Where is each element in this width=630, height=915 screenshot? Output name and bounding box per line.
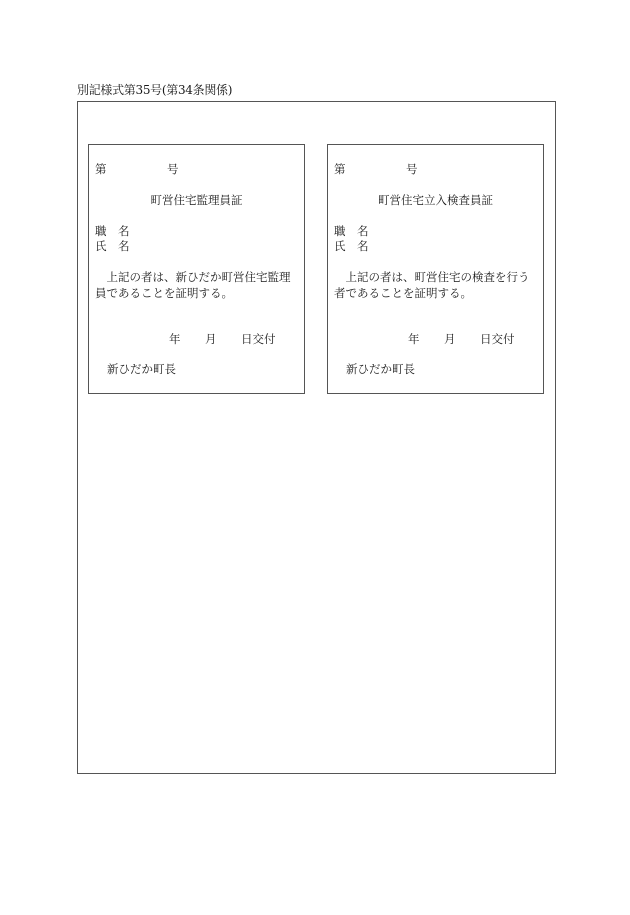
issue-date-year: 年 [408, 332, 420, 346]
certification-statement: 上記の者は、新ひだか町営住宅監理員であることを証明する。 [95, 270, 291, 300]
card-title: 町営住宅監理員証 [150, 193, 243, 207]
name-field-label: 氏 名 [334, 239, 369, 253]
issue-date-month: 月 [444, 332, 456, 346]
position-field-label: 職 名 [334, 224, 369, 238]
certification-statement: 上記の者は、町営住宅の検査を行う者であることを証明する。 [334, 270, 530, 300]
supervisor-id-card [88, 144, 305, 394]
issue-date-day: 日交付 [480, 332, 515, 346]
issue-date-day: 日交付 [241, 332, 276, 346]
issuer-name: 新ひだか町長 [346, 362, 415, 376]
name-field-label: 氏 名 [95, 239, 130, 253]
form-number-heading: 別記様式第35号(第34条関係) [77, 83, 233, 97]
card-number-suffix: 号 [167, 162, 179, 176]
inspector-id-card [327, 144, 544, 394]
issue-date-month: 月 [205, 332, 217, 346]
issue-date-year: 年 [169, 332, 181, 346]
card-title: 町営住宅立入検査員証 [378, 193, 493, 207]
issuer-name: 新ひだか町長 [107, 362, 176, 376]
card-number-prefix: 第 [95, 162, 107, 176]
card-number-suffix: 号 [406, 162, 418, 176]
position-field-label: 職 名 [95, 224, 130, 238]
card-number-prefix: 第 [334, 162, 346, 176]
